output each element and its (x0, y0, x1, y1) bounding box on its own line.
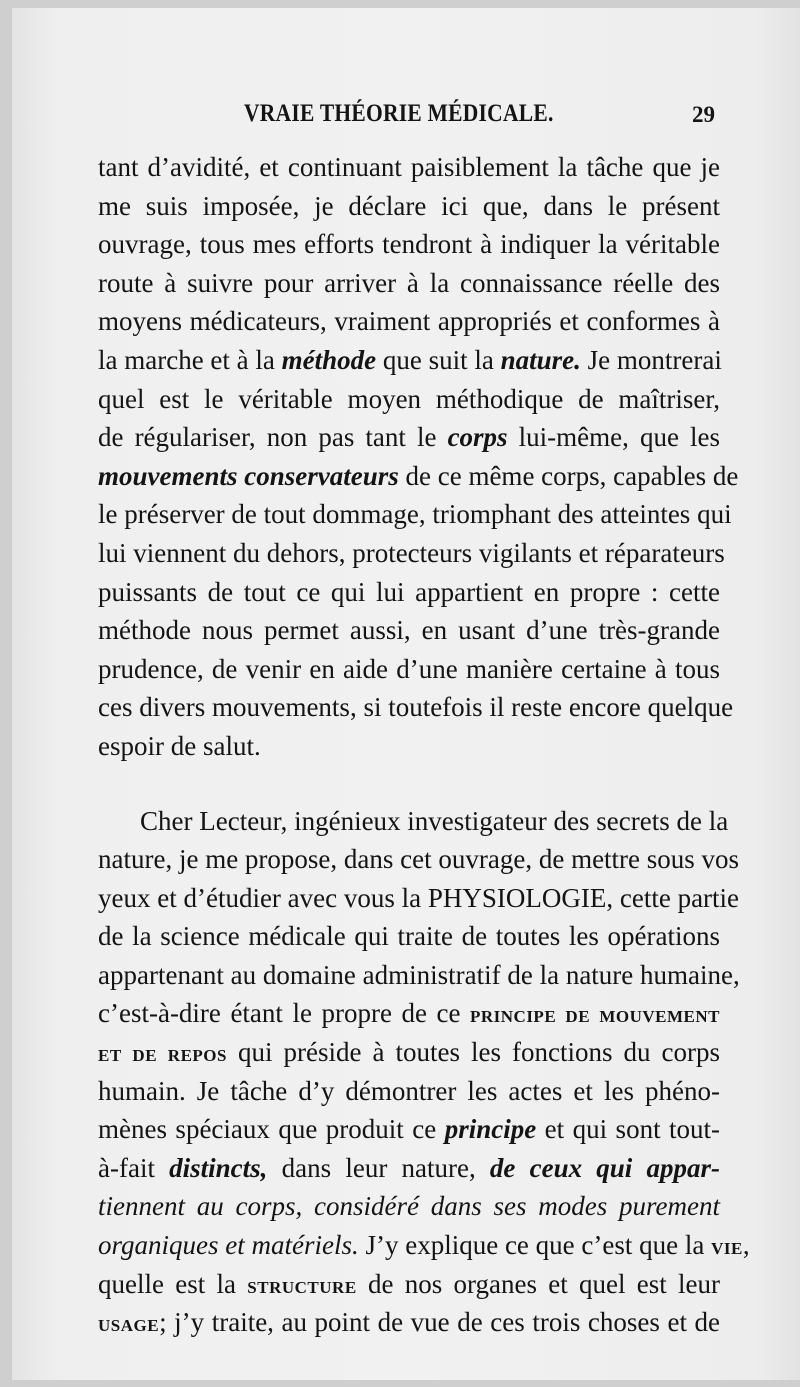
text-line: yeux et d’étudier avec vous la PHYSIOLOGIE, cette partie (98, 882, 740, 913)
text-run: ; j’y traite, au point de vue de ces trois choses et de (159, 1307, 720, 1338)
text-line: tant d’avidité, et continuant paisiblement la tâche que je (98, 152, 720, 182)
text-run: qui préside à toutes les fonctions du corps (238, 1037, 720, 1068)
emphasis-corps: corps (447, 422, 508, 453)
text-line: espoir de salut. (98, 730, 261, 761)
text-run: et qui sont tout- (544, 1114, 721, 1145)
text-run: de nos organes et quel est leur (367, 1268, 721, 1299)
emphasis-organiques: organiques et matériels. (98, 1230, 359, 1261)
text-line (98, 1033, 720, 1072)
text-run: que suit la (382, 344, 494, 375)
text-line: me suis imposée, je déclare ici que, dans le présent (98, 190, 720, 221)
body-text (98, 148, 750, 1342)
text-run: Je montrerai (587, 344, 722, 375)
smallcaps-vie: vie (711, 1234, 743, 1261)
text-run: dans leur nature, (281, 1152, 476, 1183)
text-line (98, 1110, 720, 1149)
text-run: quelle est la (98, 1268, 237, 1299)
paragraph-1 (98, 148, 739, 766)
text-run: la marche et à la (98, 344, 275, 375)
emphasis-methode: méthode (281, 344, 377, 375)
text-line: quel est le véritable moyen méthodique de maîtriser, (98, 383, 720, 414)
text-line (98, 341, 720, 380)
text-line (98, 457, 739, 496)
book-page (12, 8, 800, 1380)
text-line (98, 1303, 720, 1342)
text-line: de la science médicale qui traite de toutes les opérations (98, 921, 720, 952)
smallcaps-et-de-repos: et de repos (98, 1041, 227, 1068)
text-line (98, 1226, 750, 1265)
text-line (98, 994, 720, 1033)
text-line: ces divers mouvements, si toutefois il reste encore quelque (98, 692, 734, 723)
text-line: nature, je me propose, dans cet ouvrage, de mettre sous vos (98, 844, 740, 875)
emphasis-principe: principe (444, 1114, 537, 1145)
paragraph-2 (98, 802, 750, 1342)
text-line (98, 1149, 720, 1188)
text-run: , (742, 1230, 750, 1261)
smallcaps-structure: structure (247, 1272, 357, 1299)
text-run: à-fait (98, 1152, 155, 1183)
text-run: c’est-à-dire étant le propre de ce (98, 998, 461, 1029)
emphasis-nature: nature. (500, 344, 581, 375)
text-line: lui viennent du dehors, protecteurs vigilants et réparateurs (98, 537, 725, 568)
page-number: 29 (692, 102, 715, 127)
paragraph-gap (98, 766, 720, 802)
text-run: J’y explique ce que c’est que la (365, 1230, 705, 1261)
emphasis-mouvements-conservateurs: mouvements conservateurs (98, 460, 399, 491)
emphasis-de-ceux-qui: de ceux qui appar- (489, 1152, 721, 1183)
text-line: route à suivre pour arriver à la connaissance réelle des (98, 267, 720, 298)
text-line (98, 1265, 720, 1304)
text-line: tiennent au corps, considéré dans ses modes purement (98, 1191, 720, 1222)
text-line: moyens médicateurs, vraiment appropriés et conformes à (98, 306, 720, 337)
text-line (98, 418, 720, 457)
running-title: VRAIE THÉORIE MÉDICALE. (244, 100, 554, 127)
text-run: de ce même corps, capables de (405, 460, 739, 491)
text-run: mènes spéciaux que produit ce (98, 1114, 437, 1145)
text-line: ouvrage, tous mes efforts tendront à indiquer la véritable (98, 229, 720, 260)
emphasis-distincts: distincts, (169, 1152, 268, 1183)
text-line: Cher Lecteur, ingénieux investigateur des secrets de la (140, 805, 729, 836)
smallcaps-usage: usage (98, 1311, 160, 1338)
text-line: humain. Je tâche d’y démontrer les actes et les phéno- (98, 1075, 720, 1106)
text-line: prudence, de venir en aide d’une manière certaine à tous (98, 653, 720, 684)
text-line: appartenant au domaine administratif de la nature humaine, (98, 959, 740, 990)
smallcaps-principe-de-mouvement: principe de mouvement (469, 1002, 720, 1029)
text-line: puissants de tout ce qui lui appartient en propre : cette (98, 576, 720, 607)
text-run: de régulariser, non pas tant le (98, 422, 437, 453)
page-header (12, 100, 800, 140)
text-line: méthode nous permet aussi, en usant d’une très-grande (98, 615, 720, 646)
text-line: le préserver de tout dommage, triomphant des atteintes qui (98, 499, 732, 530)
text-run: lui-même, que les (518, 422, 721, 453)
